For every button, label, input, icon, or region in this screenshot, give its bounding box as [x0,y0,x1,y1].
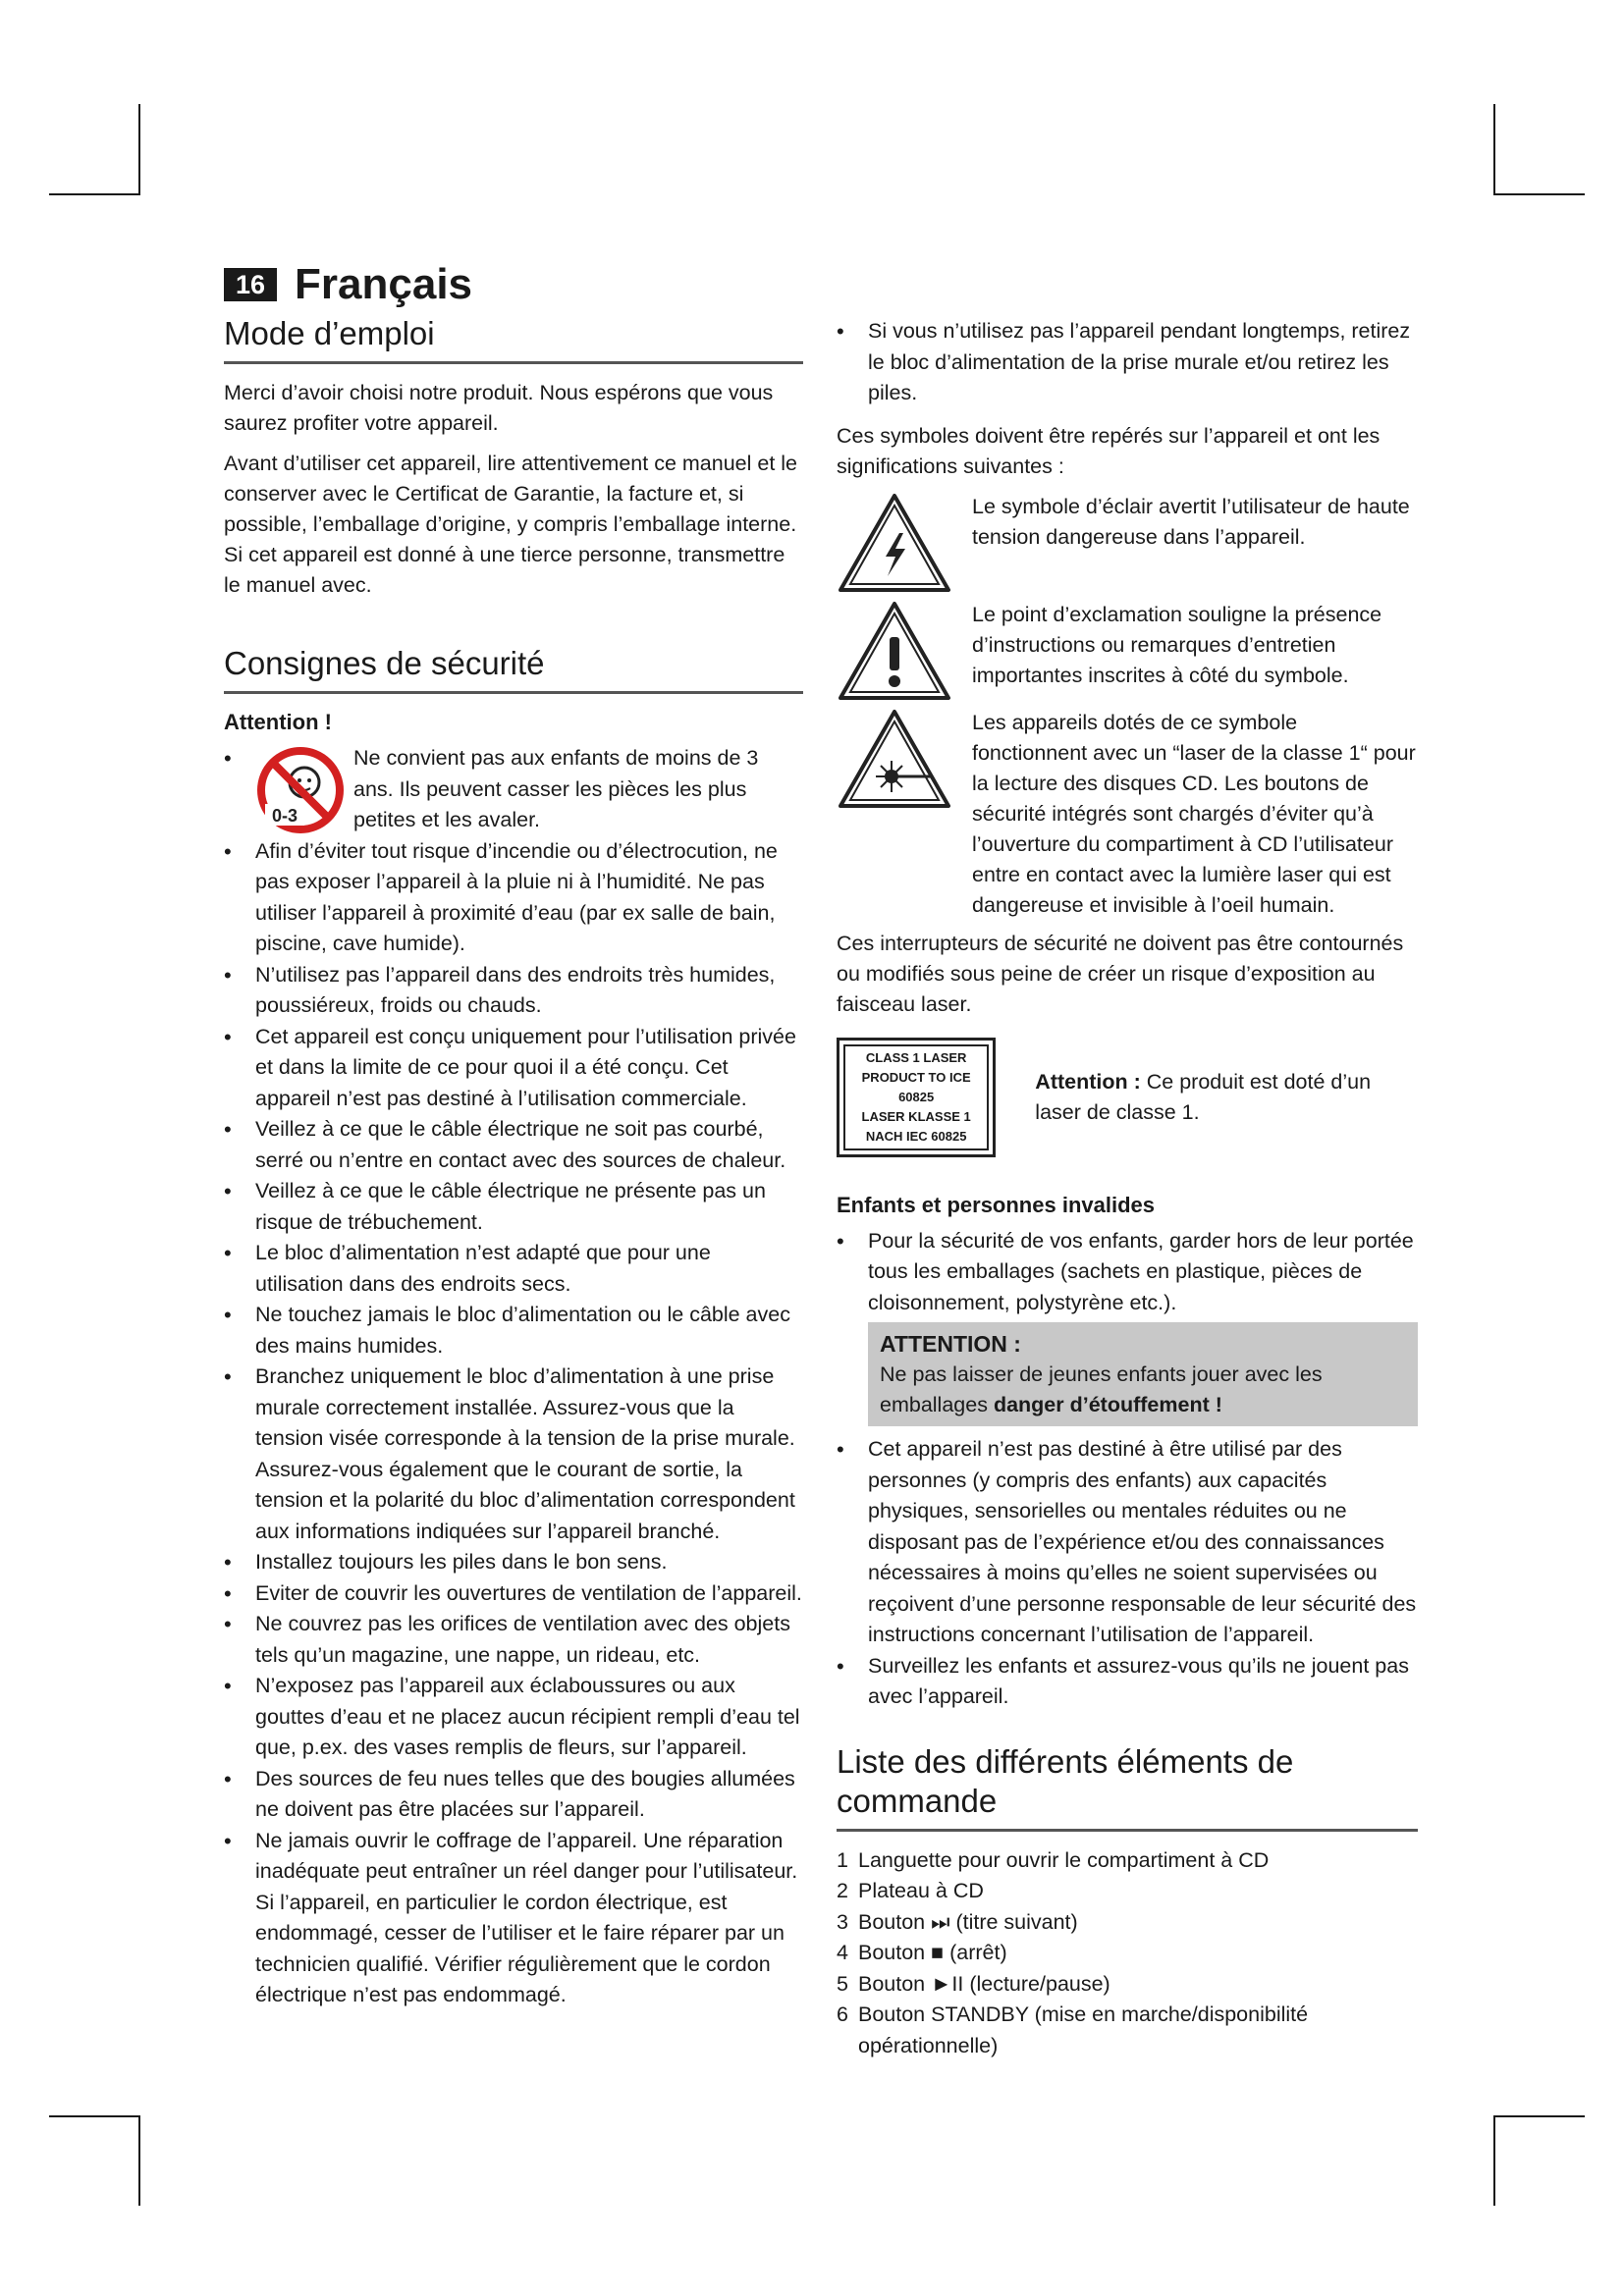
lightning-description: Le symbole d’éclair avertit l’utilisateur de haute tension dangereuse dans l’appareil. [972,494,1410,549]
mode-title: Mode d’emploi [224,314,803,364]
page-header [224,260,472,309]
laser-attention [1035,1067,1418,1128]
laser-warning-icon [837,708,952,810]
bullet-dot: • [837,1228,844,1254]
bullet-text: Cet appareil n’est pas destiné à être utilisé par des personnes (y compris des enfants) aux capacités physiques, sensorielles ou mentales réduites ou ne disposant pas de l’expérience et/ou des connaissances nécessaires à moins qu’elles ne soient supervisées ou reçoivent d’une personne responsable de leur sécurité des instructions concernant l’utilisation de l’appareil. [868,1437,1417,1646]
list-item [224,1671,803,1764]
exclamation-description: Le point d’exclamation souligne la présence d’instructions ou remarques d’entretien importantes inscrites à côté du symbole. [972,602,1382,687]
list-item [224,1826,803,2011]
list-item [224,1114,803,1176]
lightning-warning-icon [837,492,952,594]
laser-label-line: PRODUCT TO ICE 60825 [861,1069,971,1104]
bullet-dot: • [224,1550,232,1575]
bullet-dot: • [224,1024,232,1049]
warning-box-body: Ne pas laisser de jeunes enfants jouer avec les emballages [880,1362,1323,1416]
item-text: Plateau à CD [858,1879,984,1902]
list-item [837,2000,1418,2061]
laser-attention-bold: Attention : [1035,1069,1141,1094]
intro-paragraph-1: Merci d’avoir choisi notre produit. Nous espérons que vous saurez profiter votre appareil. [224,381,774,435]
list-item [837,1226,1418,1319]
symbols-intro: Ces symboles doivent être repérés sur l’appareil et ont les significations suivantes : [837,423,1380,478]
list-item [224,743,803,836]
list-item [224,1362,803,1547]
laser-description: Les appareils dotés de ce symbole fonctionnent avec un “laser de la classe 1“ pour la lecture des disques CD. Les boutons de sécurité intégrés sont chargés d’éviter qu’à l’ouverture du compartiment à CD l’utilisateur entre en contact avec la lumière laser qui est dangereuse et invisible à l’oeil humain. [972,710,1416,917]
bullet-text: N’exposez pas l’appareil aux éclaboussures ou aux gouttes d’eau et ne placez aucun récipient rempli d’eau tel que, p.ex. des vases remplis de fleurs, sur l’appareil. [255,1674,800,1759]
suffocation-warning-box [868,1322,1418,1426]
item-number: 3 [837,1909,848,1934]
item-text: Bouton ■ (arrêt) [858,1941,1007,1964]
bullet-dot: • [224,1117,232,1142]
controls-list [837,1845,1418,2062]
bullet-dot: • [224,1612,232,1636]
bullet-text: Ne jamais ouvrir le coffrage de l’appareil. Une réparation inadéquate peut entraîner un réel danger pour l’utilisateur. Si l’appareil, en particulier le cordon électrique, est endommagé, cesser de l’utiliser et le faire réparer par un technicien qualifié. Vérifier régulièrement que le cordon électrique n’est pas endommagé. [255,1828,798,2006]
bullet-dot: • [224,1179,232,1203]
bullet-text: Installez toujours les piles dans le bon sens. [255,1550,668,1574]
list-item [224,1022,803,1115]
battery-list [837,316,1418,409]
page-number: 16 [224,268,277,301]
item-text: Bouton STANDBY (mise en marche/disponibilité opérationnelle) [858,2002,1309,2057]
crop-mark-br-v [1493,2115,1495,2206]
list-item [837,1434,1418,1651]
laser-attention-text: Ce produit est doté d’un laser de classe 1. [1035,1069,1372,1124]
interlock-text: Ces interrupteurs de sécurité ne doivent pas être contournés ou modifiés sous peine de créer un risque d’exposition au faisceau laser. [837,931,1404,1016]
bullet-dot: • [224,1766,232,1791]
crop-mark-bl-v [138,2115,140,2206]
bullet-dot: • [224,1364,232,1389]
bullet-text: Ne couvrez pas les orifices de ventilation avec des objets tels qu’un magazine, une nappe, un rideau, etc. [255,1612,790,1667]
laser-class-label-inner [843,1044,989,1150]
children-title: Enfants et personnes invalides [837,1192,1155,1217]
children-list [837,1226,1418,1319]
laser-symbol-row [837,708,1418,921]
list-item [224,1238,803,1300]
exclamation-symbol-row [837,600,1418,702]
warning-box-text [880,1360,1408,1420]
bullet-text: Afin d’éviter tout risque d’incendie ou d’électrocution, ne pas exposer l’appareil à la pluie ni à l’humidité. Ne pas utiliser l’appareil à proximité d’eau (par ex salle de bain, piscine, cave humide). [255,838,778,955]
list-item [224,1300,803,1362]
bullet-text: Le bloc d’alimentation n’est adapté que pour une utilisation dans des endroits secs. [255,1241,711,1296]
item-number: 2 [837,1879,848,1902]
laser-label-line: NACH IEC 60825 [865,1128,967,1144]
laser-class-label [837,1038,996,1157]
bullet-dot: • [837,1653,844,1679]
lightning-symbol-row [837,492,1418,594]
bullet-text: Veillez à ce que le câble électrique ne présente pas un risque de trébuchement. [255,1179,766,1234]
list-item [837,1845,1418,1877]
bullet-dot: • [224,1674,232,1698]
bullet-text: Ne touchez jamais le bloc d’alimentation ou le câble avec des mains humides. [255,1303,790,1358]
laser-label-line: LASER KLASSE 1 [861,1108,971,1124]
list-item [224,1176,803,1238]
list-item [224,960,803,1022]
left-column [224,314,803,2011]
crop-mark-tr-h [1493,193,1585,195]
right-column [837,316,1418,2061]
bullet-dot: • [224,1580,232,1606]
bullet-dot: • [837,319,844,344]
list-item [224,1547,803,1578]
bullet-text: N’utilisez pas l’appareil dans des endroits très humides, poussiéreux, froids ou chauds. [255,962,776,1017]
controls-title: Liste des différents éléments de commande [837,1742,1418,1832]
child-warning-text: Ne convient pas aux enfants de moins de 3 ans. Ils peuvent casser les pièces les plus petites et les avaler. [353,746,759,831]
crop-mark-tr-v [1493,104,1495,194]
crop-mark-bl-h [49,2115,140,2117]
item-number: 5 [837,1971,848,1996]
bullet-text: Veillez à ce que le câble électrique ne soit pas courbé, serré ou n’entre en contact avec des sources de chaleur. [255,1117,786,1172]
bullet-dot: • [224,1303,232,1327]
bullet-text: Surveillez les enfants et assurez-vous qu’ils ne jouent pas avec l’appareil. [868,1653,1409,1708]
list-item [224,836,803,960]
language-title: Français [295,260,473,308]
crop-mark-br-h [1493,2115,1585,2117]
bullet-dot: • [224,1241,232,1265]
item-number: 1 [837,1847,848,1872]
list-item [224,1609,803,1671]
safety-list [224,743,803,2011]
list-item [837,1969,1418,2001]
list-item [837,1938,1418,1969]
laser-class-row [837,1038,1418,1157]
bullet-dot: • [224,962,232,988]
warning-box-title: ATTENTION : [880,1331,1021,1357]
bullet-dot: • [837,1437,844,1462]
warning-box-bold: danger d’étouffement ! [993,1393,1222,1416]
child-icon-age-label: 0-3 [271,806,298,826]
list-item [837,316,1418,409]
item-number: 6 [837,2002,848,2026]
bullet-dot: • [224,838,232,864]
item-text: Bouton ►II (lecture/pause) [858,1971,1110,1996]
item-text: Bouton ⏭ (titre suivant) [858,1909,1078,1934]
crop-mark-tl-h [49,193,140,195]
bullet-text: Des sources de feu nues telles que des bougies allumées ne doivent pas être placées sur l’appareil. [255,1766,795,1821]
attention-label: Attention ! [224,710,332,734]
no-child-under-3-icon [255,745,346,835]
safety-title: Consignes de sécurité [224,644,803,694]
bullet-dot: • [224,1828,232,1853]
list-item [224,1578,803,1610]
intro-paragraph-2: Avant d’utiliser cet appareil, lire attentivement ce manuel et le conserver avec le Certificat de Garantie, la facture et, si possible, l’emballage d’origine, y compris l’emballage interne. Si cet appareil est donné à une tierce personne, transmettre le manuel avec. [224,452,797,597]
item-number: 4 [837,1941,848,1964]
exclamation-warning-icon [837,600,952,702]
bullet-text: Cet appareil est conçu uniquement pour l’utilisation privée et dans la limite de ce pour quoi il a été conçu. Cet appareil n’est pas destiné à l’utilisation commerciale. [255,1024,796,1110]
list-item [837,1651,1418,1713]
bullet-text: Eviter de couvrir les ouvertures de ventilation de l’appareil. [255,1580,802,1605]
bullet-dot: • [224,746,232,771]
bullet-text: Si vous n’utilisez pas l’appareil pendant longtemps, retirez le bloc d’alimentation de la prise murale et/ou retirez les piles. [868,319,1411,404]
list-item [837,1876,1418,1907]
children-list-2 [837,1434,1418,1713]
bullet-text: Pour la sécurité de vos enfants, garder hors de leur portée tous les emballages (sachets en plastique, pièces de cloisonnement, polystyrène etc.). [868,1228,1414,1314]
list-item [837,1907,1418,1939]
item-text: Languette pour ouvrir le compartiment à CD [858,1847,1270,1872]
list-item [224,1764,803,1826]
laser-label-line: CLASS 1 LASER [865,1049,967,1065]
bullet-text: Branchez uniquement le bloc d’alimentation à une prise murale correctement installée. Assurez-vous que la tension visée corresponde à la tension de la prise murale. Assurez-vous également que le courant de sortie, la tension et la polarité du bloc d’alimentation correspondent aux informations indiquées sur l’appareil branché. [255,1364,795,1543]
crop-mark-tl-v [138,104,140,194]
